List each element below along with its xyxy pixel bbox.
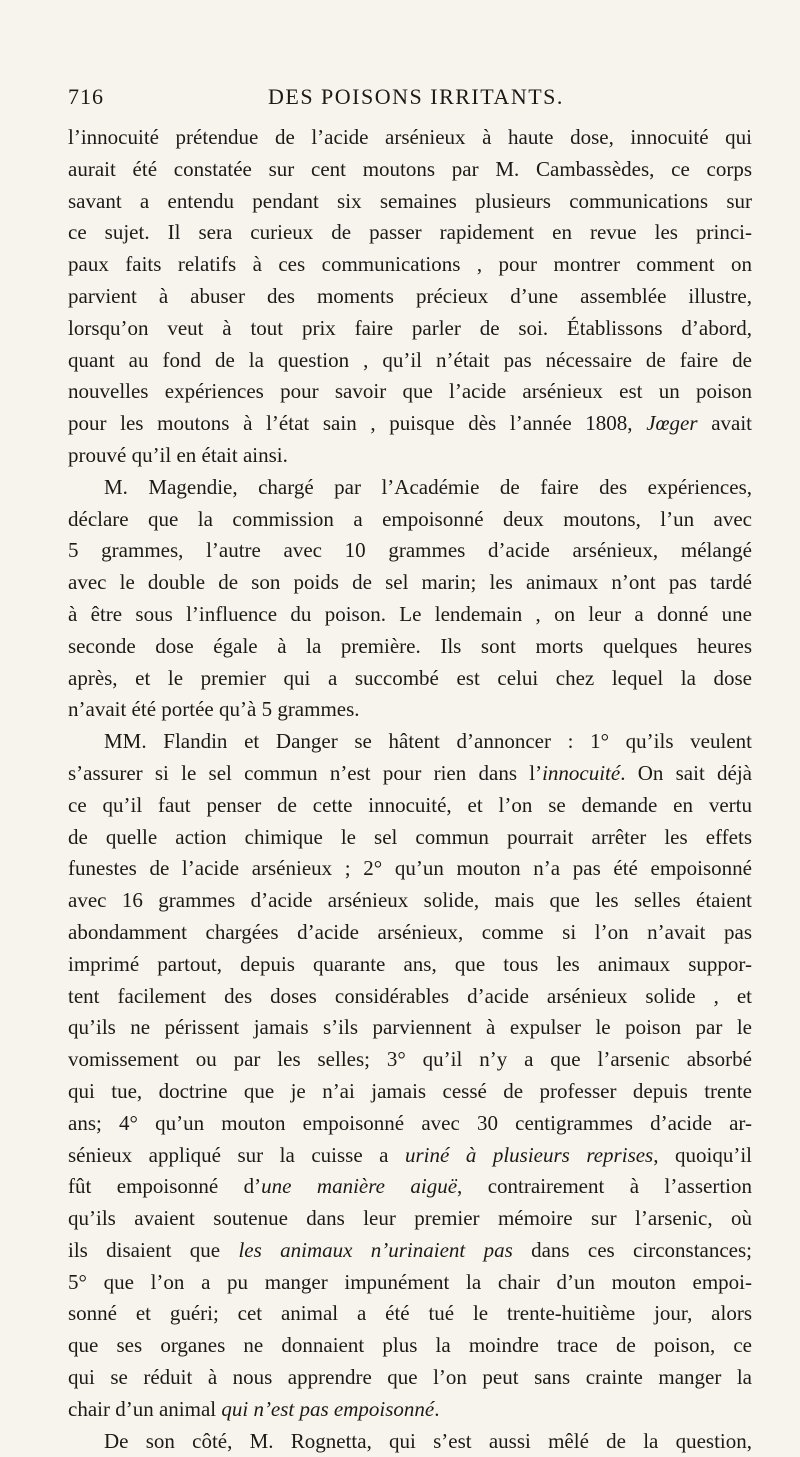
text-line <box>68 249 752 281</box>
text-line <box>68 1298 752 1330</box>
text-line <box>68 949 752 981</box>
text-line <box>68 981 752 1013</box>
text-segment: lorsqu’on veut à tout prix faire parler de soi. Établissons d’abord, <box>68 315 752 340</box>
text-segment: qui se réduit à nous apprendre que l’on peut sans crainte manger la <box>68 1365 752 1390</box>
italic-text: Jœger <box>646 411 698 436</box>
text-segment: savant a entendu pendant six semaines plusieurs communications sur <box>68 188 752 213</box>
text-segment: seconde dose égale à la première. Ils sont morts quelques heures <box>68 633 752 658</box>
text-line <box>68 376 752 408</box>
text-segment: que ses organes ne donnaient plus la moindre trace de poison, ce <box>68 1333 752 1358</box>
page-number: 716 <box>68 84 104 109</box>
text-segment: nouvelles expériences pour savoir que l’acide arsénieux est un poison <box>68 379 752 404</box>
text-segment: prouvé qu’il en était ainsi. <box>68 442 288 467</box>
page-header <box>68 84 752 114</box>
text-line <box>68 535 752 567</box>
text-segment: n’avait été portée qu’à 5 grammes. <box>68 697 360 722</box>
text-line <box>68 853 752 885</box>
running-title: DES POISONS IRRITANTS. <box>268 84 564 109</box>
text-line <box>68 694 752 726</box>
text-segment: sonné et guéri; cet animal a été tué le trente-huitième jour, alors <box>68 1301 752 1326</box>
text-segment: s’assurer si le sel commun n’est pour rien dans l’ <box>68 760 543 785</box>
text-line <box>68 472 752 504</box>
text-line <box>68 122 752 154</box>
text-segment: qu’ils ne périssent jamais s’ils parviennent à expulser le poison par le <box>68 1015 752 1040</box>
text-segment: ils disaient que <box>68 1237 239 1262</box>
text-segment: avec le double de son poids de sel marin; les animaux n’ont pas tardé <box>68 570 752 595</box>
text-segment: imprimé partout, depuis quarante ans, que tous les animaux suppor- <box>68 951 752 976</box>
text-segment: ce qu’il faut penser de cette innocuité, et l’on se demande en vertu <box>68 792 752 817</box>
text-line <box>68 726 752 758</box>
text-line <box>68 186 752 218</box>
text-line <box>68 1171 752 1203</box>
text-segment: l’innocuité prétendue de l’acide arsénieux à haute dose, innocuité qui <box>68 125 752 149</box>
text-segment: . On sait déjà <box>620 760 752 785</box>
text-line <box>68 1330 752 1362</box>
text-segment: déclare que la commission a empoisonné deux moutons, l’un avec <box>68 506 752 531</box>
italic-text: les animaux n’urinaient pas <box>238 1237 513 1262</box>
text-segment: funestes de l’acide arsénieux ; 2° qu’un mouton n’a pas été empoisonné <box>68 856 752 881</box>
body-text <box>68 122 752 1457</box>
text-line <box>68 631 752 663</box>
text-line <box>68 599 752 631</box>
italic-text: qui n’est pas empoisonné <box>221 1396 435 1421</box>
text-segment: sénieux appliqué sur la cuisse a <box>68 1142 405 1167</box>
text-line <box>68 663 752 695</box>
text-segment: avec 16 grammes d’acide arsénieux solide, mais que les selles étaient <box>68 888 752 913</box>
text-line <box>68 1426 752 1457</box>
text-line <box>68 1235 752 1267</box>
text-segment: , contrairement à l’assertion <box>457 1174 752 1199</box>
text-line <box>68 917 752 949</box>
text-line <box>68 154 752 186</box>
text-line <box>68 1394 752 1426</box>
text-segment: à être sous l’influence du poison. Le lendemain , on leur a donné une <box>68 601 752 626</box>
text-segment: MM. Flandin et Danger se hâtent d’annoncer : 1° qu’ils veulent <box>104 729 752 754</box>
text-segment: abondamment chargées d’acide arsénieux, comme si l’on n’avait pas <box>68 919 752 944</box>
italic-text: innocuité <box>542 760 621 785</box>
text-line <box>68 1012 752 1044</box>
text-segment: . <box>434 1396 440 1421</box>
text-line <box>68 1108 752 1140</box>
text-segment: fût empoisonné d’ <box>68 1174 262 1199</box>
text-segment: de quelle action chimique le sel commun pourrait arrêter les effets <box>68 824 752 849</box>
text-line <box>68 440 752 472</box>
text-segment: ans; 4° qu’un mouton empoisonné avec 30 centigrammes d’acide ar- <box>68 1110 752 1135</box>
text-segment: M. Magendie, chargé par l’Académie de faire des expériences, <box>104 474 752 499</box>
text-segment: dans ces circonstances; <box>512 1237 752 1262</box>
text-segment: , quoiqu’il <box>653 1142 752 1167</box>
text-segment: vomissement ou par les selles; 3° qu’il n’y a que l’arsenic absorbé <box>68 1047 752 1072</box>
italic-text: une manière aiguë <box>261 1174 458 1199</box>
text-line <box>68 885 752 917</box>
text-line <box>68 281 752 313</box>
text-segment: tent facilement des doses considérables d’acide arsénieux solide , et <box>68 983 752 1008</box>
text-segment: qui tue, doctrine que je n’ai jamais cessé de professer depuis trente <box>68 1078 752 1103</box>
text-segment: aurait été constatée sur cent moutons par M. Cambassèdes, ce corps <box>68 156 752 181</box>
text-segment: après, et le premier qui a succombé est celui chez lequel la dose <box>68 665 752 690</box>
text-line <box>68 790 752 822</box>
text-line <box>68 1203 752 1235</box>
text-line <box>68 345 752 377</box>
text-segment: De son côté, M. Rognetta, qui s’est aussi mêlé de la question, <box>104 1428 752 1453</box>
text-segment: 5 grammes, l’autre avec 10 grammes d’acide arsénieux, mélangé <box>68 538 752 563</box>
text-segment: qu’ils avaient soutenue dans leur premier mémoire sur l’arsenic, où <box>68 1206 752 1231</box>
text-line <box>68 408 752 440</box>
text-line <box>68 1076 752 1108</box>
text-line <box>68 758 752 790</box>
italic-text: uriné à plusieurs reprises <box>404 1142 654 1167</box>
text-line <box>68 822 752 854</box>
text-segment: quant au fond de la question , qu’il n’était pas nécessaire de faire de <box>68 347 752 372</box>
text-segment: chair d’un animal <box>68 1396 222 1421</box>
text-segment: parvient à abuser des moments précieux d’une assemblée illustre, <box>68 283 752 308</box>
text-segment: ce sujet. Il sera curieux de passer rapidement en revue les princi- <box>68 220 752 245</box>
text-line <box>68 1267 752 1299</box>
text-line <box>68 1044 752 1076</box>
text-line <box>68 217 752 249</box>
text-segment: pour les moutons à l’état sain , puisque dès l’année 1808, <box>68 411 647 436</box>
text-line <box>68 1140 752 1172</box>
text-line <box>68 504 752 536</box>
text-line <box>68 1362 752 1394</box>
text-segment: 5° que l’on a pu manger impunément la chair d’un mouton empoi- <box>68 1269 752 1294</box>
text-line <box>68 313 752 345</box>
text-segment: paux faits relatifs à ces communications , pour montrer comment on <box>68 252 752 277</box>
text-line <box>68 567 752 599</box>
text-segment: avait <box>697 411 753 436</box>
